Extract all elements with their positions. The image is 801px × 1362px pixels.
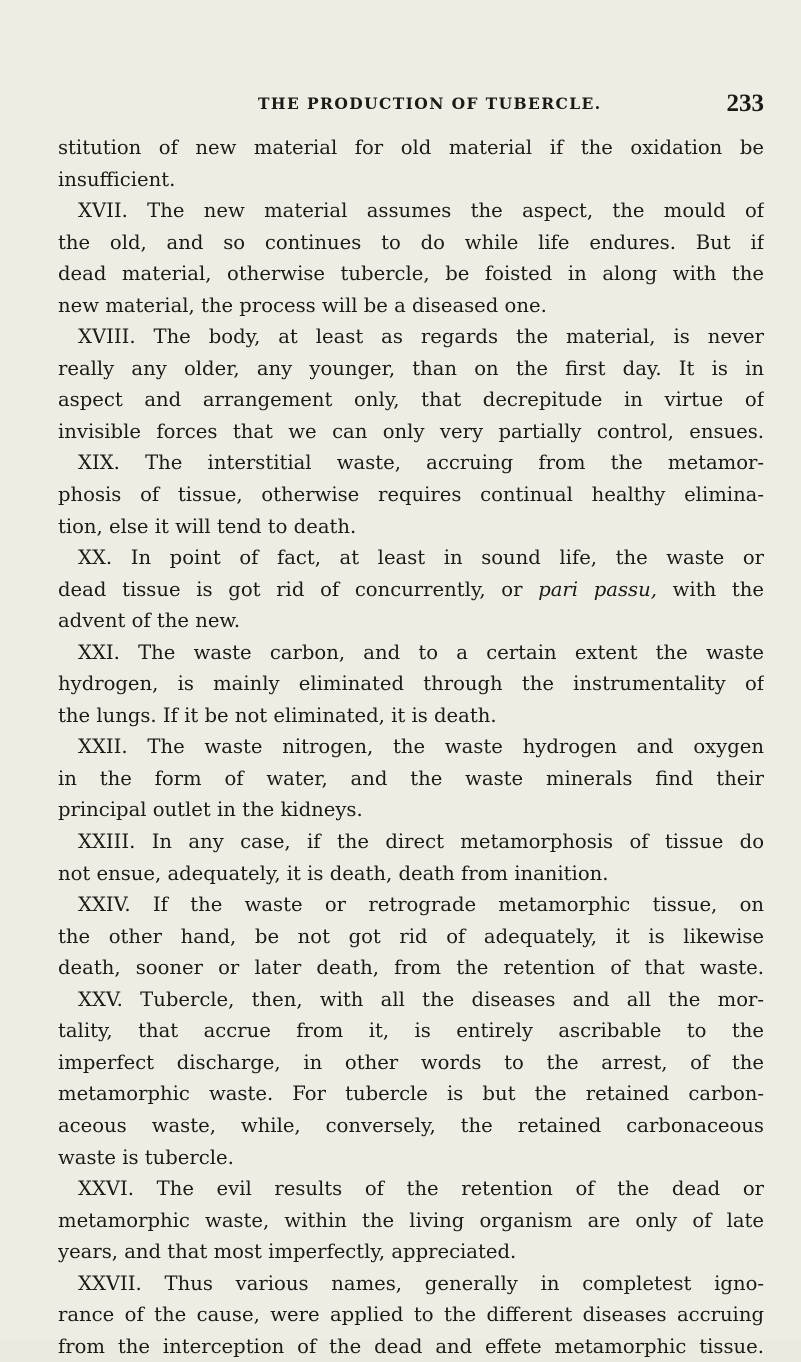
text-line: new material, the process will be a diseased one. xyxy=(58,293,547,317)
text-line: dead material, otherwise tubercle, be foisted in along with the xyxy=(58,262,764,286)
text-line: aspect and arrangement only, that decrepitude in virtue of xyxy=(58,388,764,412)
text-line: insufficient. xyxy=(58,167,176,191)
text-line: in the form of water, and the waste minerals find their xyxy=(58,766,764,790)
text-line: XVII. The new material assumes the aspect, the mould of xyxy=(78,199,764,223)
text-line: metamorphic waste, within the living organism are only of late xyxy=(58,1208,764,1232)
text-line: stitution of new material for old material if the oxidation be xyxy=(58,136,764,159)
text-line: XXV. Tubercle, then, with all the diseases and all the mor- xyxy=(78,987,764,1011)
text-line: waste is tubercle. xyxy=(58,1145,234,1169)
text-line: invisible forces that we can only very partially control, ensues. xyxy=(58,419,764,443)
text-line: XXIV. If the waste or retrograde metamorphic tissue, on xyxy=(78,893,764,917)
text-line: the other hand, be not got rid of adequately, it is likewise xyxy=(58,924,764,948)
italic-phrase: pari passu, xyxy=(538,577,657,601)
body-text xyxy=(58,132,764,1362)
text-line: phosis of tissue, otherwise requires continual healthy elimina- xyxy=(58,483,764,507)
text-line: death, sooner or later death, from the retention of that waste. xyxy=(58,956,764,980)
text-line: XXIII. In any case, if the direct metamorphosis of tissue do xyxy=(78,830,764,854)
text-line: hydrogen, is mainly eliminated through the instrumentality of xyxy=(58,672,764,696)
text-line: XX. In point of fact, at least in sound life, the waste or xyxy=(78,546,764,570)
text-line: aceous waste, while, conversely, the retained carbonaceous xyxy=(58,1113,764,1137)
text-line: not ensue, adequately, it is death, death from inanition. xyxy=(58,861,609,885)
text-line: metamorphic waste. For tubercle is but the retained carbon- xyxy=(58,1082,764,1106)
text-segment: with the xyxy=(672,577,764,601)
running-title: THE PRODUCTION OF TUBERCLE. xyxy=(258,94,602,113)
text-line: the old, and so continues to do while life endures. But if xyxy=(58,230,764,254)
text-line: years, and that most imperfectly, appreciated. xyxy=(58,1240,517,1264)
page-header xyxy=(58,92,764,122)
text-line: from the interception of the dead and effete metamorphic tissue. xyxy=(58,1334,764,1358)
text-line: XIX. The interstitial waste, accruing from the metamor- xyxy=(78,451,764,475)
text-line: XVIII. The body, at least as regards the material, is never xyxy=(78,325,764,349)
text-line: advent of the new. xyxy=(58,609,241,633)
text-line-with-italic xyxy=(58,574,764,606)
text-line: rance of the cause, were applied to the different diseases accruing xyxy=(58,1303,764,1327)
text-line: tality, that accrue from it, is entirely ascribable to the xyxy=(58,1019,764,1043)
text-line: imperfect discharge, in other words to the arrest, of the xyxy=(58,1050,764,1074)
text-line: XXVI. The evil results of the retention of the dead or xyxy=(78,1177,764,1201)
text-line: really any older, any younger, than on the first day. It is in xyxy=(58,356,764,380)
text-line: XXI. The waste carbon, and to a certain extent the waste xyxy=(78,640,764,664)
text-line: tion, else it will tend to death. xyxy=(58,514,357,538)
text-segment: dead tissue is got rid of concurrently, or xyxy=(58,577,523,601)
page-number: 233 xyxy=(726,90,764,117)
text-line: principal outlet in the kidneys. xyxy=(58,798,363,822)
text-line: the lungs. If it be not eliminated, it is death. xyxy=(58,703,497,727)
text-line: XXII. The waste nitrogen, the waste hydrogen and oxygen xyxy=(78,735,764,759)
text-line: XXVII. Thus various names, generally in completest igno- xyxy=(78,1271,764,1295)
